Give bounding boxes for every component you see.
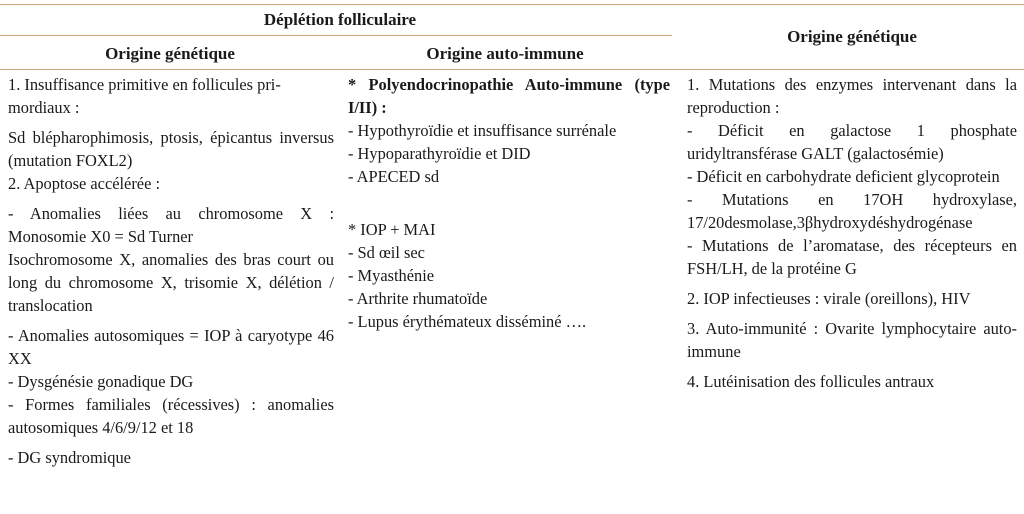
- header-bottom-rule: [0, 69, 1024, 70]
- table-top-rule: [0, 4, 1024, 5]
- col1-text: - Dysgénésie gonadique DG: [8, 372, 194, 391]
- col1-text: - DG syndromique: [8, 448, 131, 467]
- col1-text: - Anomalies autosomiques = IOP à caryotype 46 XX: [8, 326, 334, 368]
- col1-cell: [8, 73, 334, 476]
- col1-paragraph: [8, 248, 334, 317]
- col1-paragraph: [8, 202, 334, 248]
- col3-paragraph: - Mutations de l’aromatase, des récepteurs en FSH/LH, de la protéine G: [687, 236, 1017, 278]
- col3-cell: [687, 73, 1017, 400]
- col2-header: Origine auto-immune: [426, 44, 584, 63]
- col1-text: 1. Insuffisance primitive en follicules pri-: [8, 75, 281, 94]
- group-header-rule: [0, 35, 672, 36]
- col1-paragraph: [8, 172, 334, 195]
- col1-text: Sd blépharophimosis, ptosis, épicantus inversus (mutation FOXL2): [8, 128, 334, 170]
- col1-text: mordiaux :: [8, 98, 80, 117]
- col2-paragraph: * Polyendocrinopathie Auto-immune (type I/II) :: [348, 75, 670, 117]
- col2-paragraph: * IOP + MAI: [348, 220, 436, 239]
- col3-paragraph: - Déficit en carbohydrate deficient glycoprotein: [687, 167, 1000, 186]
- col2-paragraph: - Arthrite rhumatoïde: [348, 289, 488, 308]
- col1-paragraph: [8, 73, 334, 119]
- col1-paragraph: [8, 126, 334, 172]
- col1-text: - Anomalies liées au chromosome X : Monosomie X0 = Sd Turner: [8, 204, 334, 246]
- col2-paragraph: - Sd œil sec: [348, 243, 425, 262]
- col1-text: 2. Apoptose accélérée :: [8, 174, 160, 193]
- col1-text: Isochromosome X, anomalies des bras court ou long du chromosome X, trisomie X, délétion / translocation: [8, 250, 334, 315]
- col1-paragraph: [8, 393, 334, 439]
- col3-paragraph: 2. IOP infectieuses : virale (oreillons), HIV: [687, 289, 971, 308]
- col3-paragraph: 3. Auto-immunité : Ovarite lymphocytaire auto-immune: [687, 319, 1017, 361]
- col2-paragraph: - APECED sd: [348, 167, 440, 186]
- col3-paragraph: - Mutations en 17OH hydroxylase, 17/20desmolase,3βhydroxydéshydrogénase: [687, 190, 1017, 232]
- col3-paragraph: - Déficit en galactose 1 phosphate uridyltransférase GALT (galactosémie): [687, 121, 1017, 163]
- group-header: Déplétion folliculaire: [263, 10, 417, 29]
- col3-paragraph: 1. Mutations des enzymes intervenant dans la reproduction :: [687, 75, 1017, 117]
- col1-text: - Formes familiales (récessives) : anomalies autosomiques 4/6/9/12 et 18: [8, 395, 334, 437]
- col3-header: Origine génétique: [787, 27, 917, 46]
- col2-paragraph: - Hypothyroïdie et insuffisance surrénale: [348, 121, 617, 140]
- col1-header: Origine génétique: [105, 44, 235, 63]
- col2-paragraph: - Hypoparathyroïdie et DID: [348, 144, 531, 163]
- col3-paragraph: 4. Lutéinisation des follicules antraux: [687, 372, 935, 391]
- col2-paragraph: - Myasthénie: [348, 266, 435, 285]
- col1-paragraph: [8, 324, 334, 370]
- col1-paragraph: [8, 370, 334, 393]
- col2-cell: [348, 73, 670, 333]
- col1-paragraph: [8, 446, 334, 469]
- col2-paragraph: - Lupus érythémateux disséminé ….: [348, 312, 587, 331]
